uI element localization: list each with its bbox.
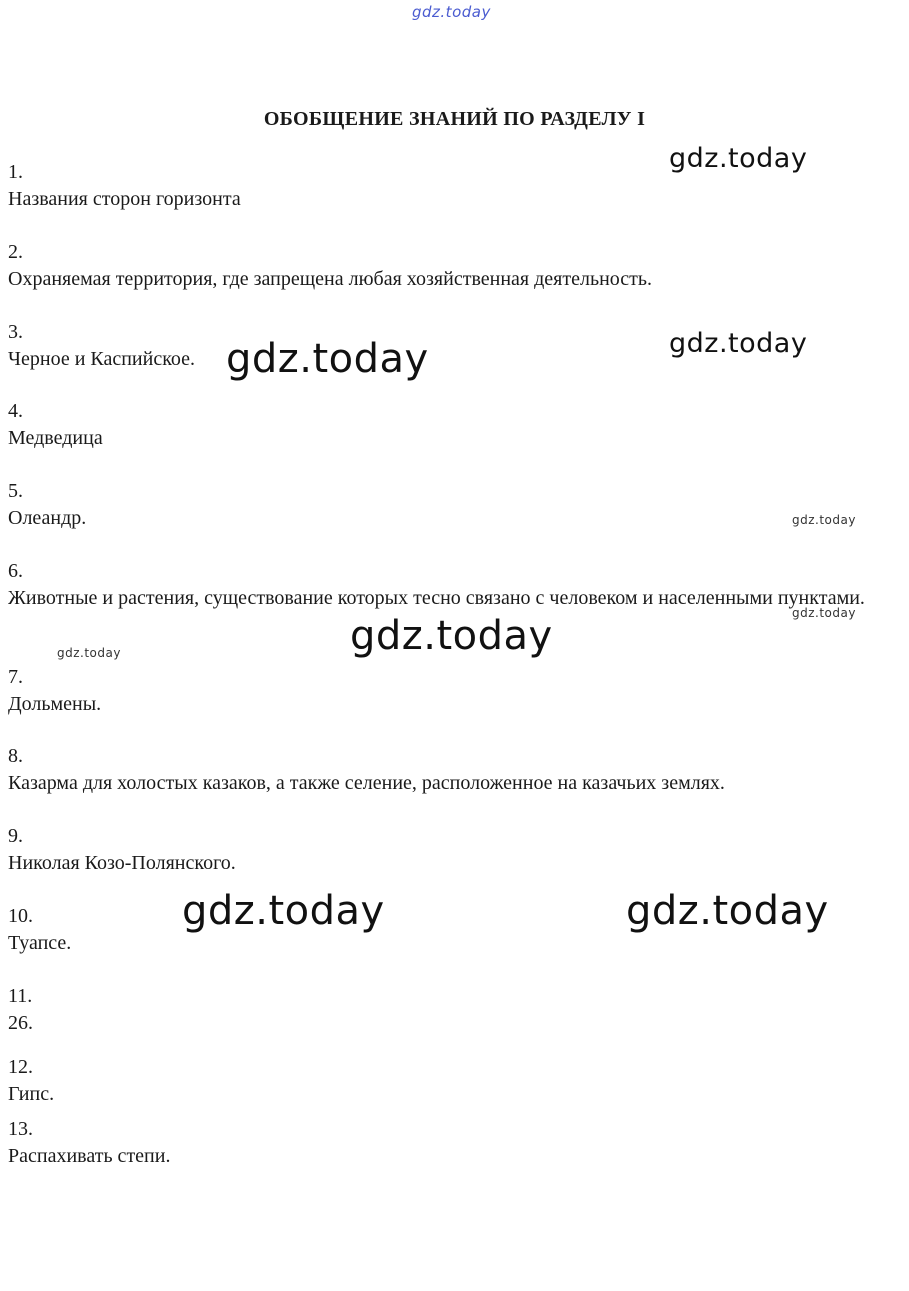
item-answer: Олеандр. xyxy=(8,507,87,529)
item-number: 11. xyxy=(8,985,33,1007)
answer-item xyxy=(8,319,903,373)
item-number: 2. xyxy=(8,241,23,263)
watermark-top: gdz.today xyxy=(412,3,491,21)
watermark: gdz.today xyxy=(226,336,429,382)
item-answer: Черное и Каспийское. xyxy=(8,348,196,370)
item-number: 8. xyxy=(8,745,23,767)
item-number: 9. xyxy=(8,825,23,847)
watermark: gdz.today xyxy=(669,143,808,174)
item-answer: Медведица xyxy=(8,427,103,449)
answer-item xyxy=(8,558,903,612)
item-number: 7. xyxy=(8,666,23,688)
item-answer: Охраняемая территория, где запрещена любая хозяйственная деятельность. xyxy=(8,268,653,290)
item-number: 6. xyxy=(8,560,23,582)
item-number: 13. xyxy=(8,1118,33,1140)
answer-item xyxy=(8,823,903,877)
watermark: gdz.today xyxy=(182,888,385,934)
answer-item xyxy=(8,743,903,797)
item-answer: Гипс. xyxy=(8,1083,55,1105)
item-number: 4. xyxy=(8,400,23,422)
page-title: ОБОБЩЕНИЕ ЗНАНИЙ ПО РАЗДЕЛУ I xyxy=(263,108,646,130)
item-number: 10. xyxy=(8,905,33,927)
answer-item xyxy=(8,478,903,532)
watermark: gdz.today xyxy=(669,328,808,359)
item-number: 3. xyxy=(8,321,23,343)
item-answer: Дольмены. xyxy=(8,693,102,715)
answer-item xyxy=(8,664,903,718)
item-answer: Николая Козо-Полянского. xyxy=(8,852,236,874)
watermark: gdz.today xyxy=(57,646,121,660)
answer-item xyxy=(8,1116,903,1170)
item-answer: Туапсе. xyxy=(8,932,72,954)
watermark: gdz.today xyxy=(792,606,856,620)
item-answer: Названия сторон горизонта xyxy=(8,188,241,210)
watermark: gdz.today xyxy=(350,613,553,659)
item-answer: Животные и растения, существование которых тесно связано с человеком и населенными пунктами. xyxy=(8,587,865,609)
answer-item xyxy=(8,1054,903,1108)
item-answer: 26. xyxy=(8,1012,33,1034)
item-answer: Распахивать степи. xyxy=(8,1145,171,1167)
item-number: 12. xyxy=(8,1056,33,1078)
watermark: gdz.today xyxy=(792,513,856,527)
answer-item xyxy=(8,398,903,452)
watermark: gdz.today xyxy=(626,888,829,934)
answer-item xyxy=(8,903,903,957)
item-number: 1. xyxy=(8,161,23,183)
item-number: 5. xyxy=(8,480,23,502)
answer-item xyxy=(8,159,903,213)
answer-item xyxy=(8,239,903,293)
answer-item xyxy=(8,983,903,1037)
item-answer: Казарма для холостых казаков, а также селение, расположенное на казачьих землях. xyxy=(8,772,725,794)
